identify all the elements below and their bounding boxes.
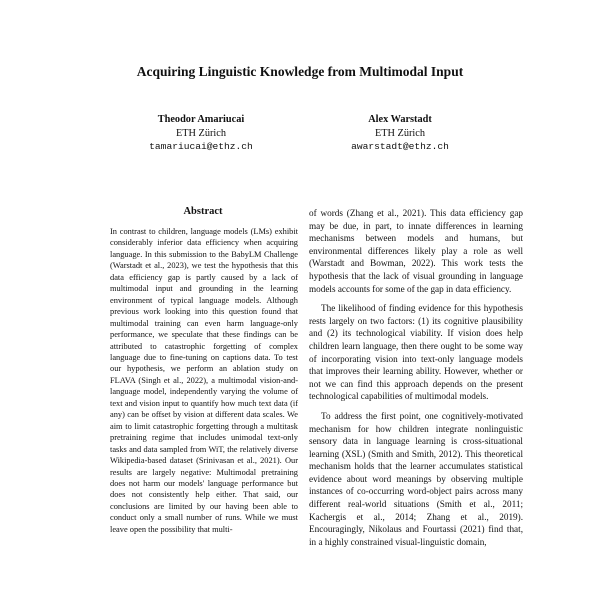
author-block-2 [290,113,510,154]
author-affiliation: ETH Zürich [374,127,426,139]
body-paragraph-2: The likelihood of finding evidence for this hypothesis rests largely on two factors: (1) its cognitive plausibility and (2) its technological viability. If vision does help children learn language, then there ought to be some way of incorporating vision into text-only language models that improves their learning ability. However, whether or not we can find this approach depends on the present technological capabilities of multimodal models. [309,303,523,402]
abstract-column [110,226,298,535]
abstract-heading: Abstract [183,206,223,217]
author-email: tamariucai@ethz.ch [149,141,253,152]
body-column [309,207,523,548]
author-name: Theodor Amariucai [157,114,245,125]
body-paragraph-3: To address the first point, one cognitively-motivated mechanism for how children integrate nonlinguistic sensory data in language learning is cross-situational learning (XSL) (Smith and Smith, 2012). This theoretical mechanism holds that the learner accumulates statistical evidence about word meanings by observing multiple instances of co-occurring word-object pairs across many different real-world situations (Smith et al., 2011; Kachergis et al., 2014; Zhang et al., 2019). Encouragingly, Nikolaus and Fourtassi (2021) find that, in a highly constrained visual-linguistic domain, [309,410,523,547]
author-email: awarstadt@ethz.ch [351,141,449,152]
author-name: Alex Warstadt [368,114,432,125]
abstract-text: In contrast to children, language models (LMs) exhibit considerably inferior data efficiency when acquiring language. In this submission to the BabyLM Challenge (Warstadt et al., 2023), we test the hypothesis that this data efficiency gap is partly caused by a lack of multimodal input and grounding in the learning environment of typical language models. Although previous work looking into this question found that multimodal training can even harm language-only performance, we speculate that these findings can be attributed to catastrophic forgetting of complex language due to fine-tuning on captions data. To test our hypothesis, we perform an ablation study on FLAVA (Singh et al., 2022), a multimodal vision-and-language model, independently varying the volume of text and vision input to quantify how much text data (if any) can be offset by vision at different data scales. We aim to limit catastrophic forgetting through a multitask pretraining regime that includes unimodal text-only tasks and data sampled from WiT, the relatively diverse Wikipedia-based dataset (Srinivasan et al., 2021). Our results are largely negative: Multimodal pretraining does not harm our models' language performance but does not consistently help either. That said, our conclusions are limited by our having been able to conduct only a small number of runs. While we must leave open the possibility that multi- [110,227,298,534]
paper-title: Acquiring Linguistic Knowledge from Multimodal Input [136,64,464,79]
author-block-1 [91,113,311,154]
author-affiliation: ETH Zürich [175,127,227,139]
body-paragraph-1: of words (Zhang et al., 2021). This data efficiency gap may be due, in part, to innate differences in learning mechanisms between models and humans, but environmental differences likely play a role as well (Warstadt and Bowman, 2022). This work tests the hypothesis that the lack of visual grounding in language models accounts for some of the gap in data efficiency. [309,208,523,294]
